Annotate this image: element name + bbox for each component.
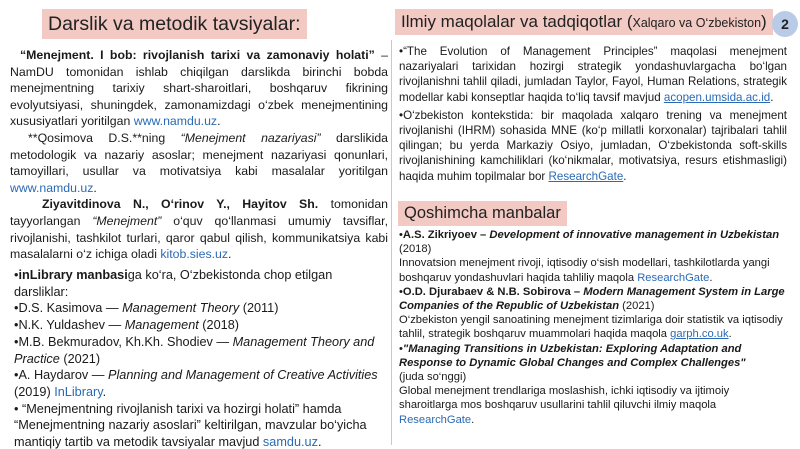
source-year: (2018) [399,243,432,256]
column-divider [391,40,392,445]
list-item: •"Managing Transitions in Uzbekistan: Exploring Adaptation and Response to Dynamic Global Changes and Complex Challenges" (juda so‘nggi) Global menejment trendlariga moslashish, ichki iqtisodiy va ijtimoiy sharoitlarga mos boshqaruv usullarini tahlil qiluvchi ilmiy maqola ResearchGate. [399,342,789,427]
inlibrary-source-bold: inLibrary manbasi [18,268,128,282]
kitob-sies-link[interactable]: kitob.sies.uz [160,247,229,262]
book-title: Management Theory and Practice [14,334,375,366]
textbook-title: “Menejment” [92,213,162,228]
textbook-title: “Menejment nazariyasi” [180,130,321,145]
list-item: •N.K. Yuldashev — Management (2018) [14,318,239,333]
list-item: •A. Haydarov — Planning and Management of Creative Activities (2019) InLibrary. [14,368,378,399]
page-number-badge: 2 [772,11,798,37]
paragraph-text: tomonidan tayyorlangan [10,197,388,228]
punct: . [770,90,774,104]
garph-link[interactable]: garph.co.uk [670,328,729,341]
source-author: O.D. Djurabaev & N.B. Sobirova – [402,285,584,298]
year: (2019) [14,384,55,399]
paragraph-text: o‘quv qo‘llanmasi umumiy tavsiflar, rivojlanishi, tashkilot turlari, qaror qabul qilish, kommunikatsiya kabi masalalarni o‘z ichiga oladi [10,213,388,262]
intro-text: ga ko‘ra, O‘zbekistonda chop etilgan darsliklar: [14,268,333,299]
additional-sources-title: Qoshimcha manbalar [398,201,567,226]
source-author: A.S. Zikriyoev – [402,229,490,241]
paragraph-text: darslikida metodologik va nazariy asoslar; menejment nazariyasi qonunlari, tamoyillari, usullar va motivatsiya kabi masalalar yoritilgan [10,130,389,179]
acopen-link[interactable]: acopen.umsida.ac.id [663,90,771,104]
author-text: **Qosimova D.S.**ning [28,130,181,145]
article-text: “The Evolution of Management Principles” maqolasi menejment nazariyalari tarixidan hozirgi strategik yondashuvlargacha bo‘lgan rivojlanishni tahlil qiladi, jumladan Taylor, Fayol, Human Relations, strategik modellar kabi konseptlar haqida to‘liq tavsif mavjud [399,45,787,104]
desc-text: O‘zbekiston yengil sanoatining menejment tizimlariga doir statistik va iqtisodiy tahlil, strategik boshqaruv muammolari haqida maqola [399,314,783,341]
book-title: Management Theory [122,301,240,316]
list-item: •O.D. Djurabaev & N.B. Sobirova – Modern Management System in Large Companies of the Republic of Uzbekistan (2021) O‘zbekiston yengil sanoatining menejment tizimlariga doir statistik va iqtisodiy tahlil, strategik boshqaruv muammolari haqida maqola garph.co.uk. [399,285,789,342]
articles-list [399,44,787,187]
year: (2011) [239,301,279,316]
researchgate-link[interactable]: ResearchGate [548,169,624,183]
punct: . [102,384,107,399]
punct: . [217,114,221,129]
book-title: Management [124,318,199,333]
right-section-title [395,9,773,35]
source-year: (2021) [619,300,655,313]
title-end: ) [761,12,767,31]
researchgate-link-2[interactable]: ResearchGate [637,271,710,284]
source-desc [399,256,789,284]
punct: . [728,328,732,341]
note-text: “Menejmentning rivojlanish tarixi va hozirgi holati” hamda “Menejmentning nazariy asoslari” keltirilgan, mavzular bo‘yicha mantiqiy tartib va metodik tavsiyalar mavjud [14,401,367,449]
inlibrary-link[interactable]: InLibrary [54,384,103,399]
list-item: •M.B. Bekmuradov, Kh.Kh. Shodiev — Management Theory and Practice (2021) [14,334,375,366]
authors-bold: Ziyavitdinova N., O‘rinov Y., Hayitov Sh. [42,197,319,212]
punct: . [623,169,627,183]
textbook-paragraph-namdu [10,47,388,130]
left-intro-text [10,47,388,263]
textbook-paragraph-ziyavitdinova [10,196,388,262]
desc-text: Innovatsion menejment rivoji, iqtisodiy o‘sish modellari, tashkilotlarda yangi boshqaruv yondashuvlari haqida tahliliy maqola [399,257,770,284]
inlibrary-list [14,267,386,449]
list-item: •“The Evolution of Management Principles” maqolasi menejment nazariyalari tarixidan hozirgi strategik yondashuvlargacha bo‘lgan rivojlanishni tahlil qiladi, jumladan Taylor, Fayol, Human Relations, strategik modellar kabi konseptlar haqida to‘liq tavsif mavjud acopen.umsida.ac.id. [399,45,787,104]
textbook-paragraph-qosimova [10,130,388,196]
source-title: Modern Management System in Large Companies of the Republic of Uzbekistan [399,285,785,313]
punct: . [709,271,713,284]
author: D.S. Kasimova — [18,301,123,316]
list-item: •D.S. Kasimova — Management Theory (2011) [14,301,279,316]
author: A. Haydarov — [18,368,109,383]
author: M.B. Bekmuradov, Kh.Kh. Shodiev — [18,334,233,349]
punct: . [317,435,322,449]
desc-text: Global menejment trendlariga moslashish, ichki iqtisodiy va ijtimoiy sharoitlarga mos boshqaruv usullarini tahlil qiluvchi ilmiy maqola [399,385,730,412]
left-section-title: Darslik va metodik tavsiyalar: [42,9,307,39]
namdu-link-2[interactable]: www.namdu.uz [10,180,94,195]
author: N.K. Yuldashev — [18,318,125,333]
source-title: "Managing Transitions in Uzbekistan: Exploring Adaptation and Response to Dynamic Global Changes and Complex Challenges" [399,342,746,369]
researchgate-link-3[interactable]: ResearchGate [399,413,472,426]
year: (2018) [198,318,239,333]
book-title: Planning and Management of Creative Activities [108,368,378,383]
source-title: Development of innovative management in Uzbekistan [489,229,780,241]
title-small: Xalqaro va O‘zbekiston [632,16,762,30]
source-year-line: (juda so‘nggi) [399,371,467,384]
list-item-note: • “Menejmentning rivojlanish tarixi va hozirgi holati” hamda “Menejmentning nazariy asoslari” keltirilgan, mavzular bo‘yicha mantiqiy tartib va metodik tavsiyalar mavjud samdu.uz. [14,401,367,449]
source-desc [399,384,789,427]
namdu-link[interactable]: www.namdu.uz [133,114,218,129]
textbook-title: “Menejment. I bob: rivojlanish tarixi va zamonaviy holati” [20,48,375,62]
inlibrary-intro: •inLibrary manbasiga ko‘ra, O‘zbekistonda chop etilgan darsliklar: [14,268,333,299]
list-item: •A.S. Zikriyoev – Development of innovative management in Uzbekistan (2018) Innovatsion menejment rivoji, iqtisodiy o‘sish modellari, tashkilotlarda yangi boshqaruv yondashuvlari haqida tahliliy maqola ResearchGate. [399,228,789,285]
source-desc [399,313,789,341]
year: (2021) [59,351,101,366]
sources-list [399,228,789,427]
punct: . [228,247,232,262]
samdu-link[interactable]: samdu.uz [262,435,318,449]
punct: . [471,413,475,426]
article-text: O‘zbekiston kontekstida: bir maqolada xalqaro trening va menejment rivojlanishi (IHRM) sohasida MNE (ko‘p millatli korxonalar) tajribalari tahlil qilingan; bu yerda Markaziy Osiyo, jumladan, O‘zbekistonda soft-skills rivojlanishining kamchiliklari (ko‘nikmalar, motivatsiya, resurs etishmasligi) haqida muhim topilmalar bor [399,108,787,183]
title-main: Ilmiy maqolalar va tadqiqotlar ( [401,12,633,31]
paragraph-text: – NamDU tomonidan ishlab chiqilgan darslikda birinchi bobda menejmentning tarixiy shart-sharoitlari, boshqaruv fikrining evolyutsiyasi, shuningdek, zamonamizdagi o‘zbek menejmentining xususiyatlari yoritilgan [10,48,388,129]
list-item: •O‘zbekiston kontekstida: bir maqolada xalqaro trening va menejment rivojlanishi (IHRM) sohasida MNE (ko‘p millatli korxonalar) tajribalari tahlil qilingan; bu yerda Markaziy Osiyo, jumladan, O‘zbekistonda soft-skills rivojlanishining kamchiliklari (ko‘nikmalar, motivatsiya, resurs etishmasligi) haqida muhim topilmalar bor ResearchGate. [399,108,787,183]
punct: . [93,180,97,195]
